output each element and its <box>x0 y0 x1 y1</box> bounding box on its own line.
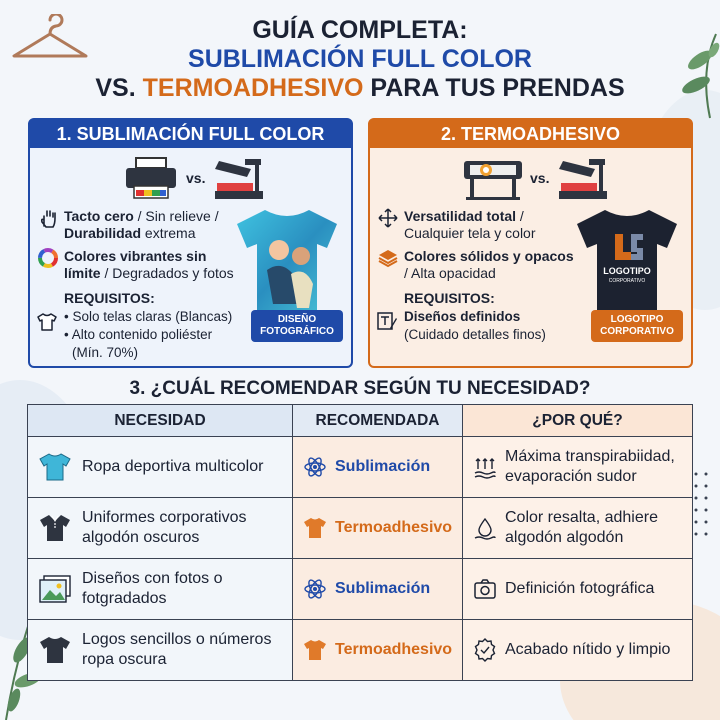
table-row <box>28 620 693 681</box>
title-accent: TERMOADHESIVO <box>142 74 364 102</box>
shirt-logo-text: LOGOTIPO <box>603 266 651 276</box>
feature-colors <box>38 248 238 282</box>
why-text: Acabado nítido y limpio <box>505 641 671 658</box>
quality-badge-icon <box>473 638 497 662</box>
section-title: 3. ¿CUÁL RECOMENDAR SEGÚN TU NECESIDAD? <box>129 378 591 399</box>
requirement-2: • Alto contenido poliéster <box>64 327 213 342</box>
title-line-3 <box>0 74 720 103</box>
feature-bold: Durabilidad <box>64 225 142 241</box>
feature-bold: Tacto cero <box>64 208 134 224</box>
feature-text: / <box>516 208 524 224</box>
heat-transfer-panel <box>368 118 693 368</box>
recommendation-text: Sublimación <box>335 580 431 597</box>
recommendation-text: Termoadhesivo <box>335 641 453 658</box>
logo-tshirt-icon <box>571 204 683 324</box>
feature-bold: Versatilidad total <box>404 208 517 224</box>
shirt-logo-subtext: CORPORATIVO <box>608 278 646 284</box>
photo-icon <box>38 574 72 604</box>
hand-icon <box>38 208 58 228</box>
vinyl-cutter-icon <box>462 155 524 201</box>
table-row <box>28 498 693 559</box>
feature-touch <box>38 208 238 242</box>
vs-label: vs. <box>186 170 206 186</box>
header-why: ¿POR QUÉ? <box>463 405 693 437</box>
why-text: Color resalta, adhiere algodón algodón <box>505 509 658 546</box>
sublimation-panel <box>28 118 353 368</box>
dark-shirt-icon <box>38 635 72 665</box>
recommendation-text: Termoadhesivo <box>335 519 453 536</box>
table-header-row <box>28 405 693 437</box>
atom-icon <box>303 455 327 479</box>
vs-label: vs. <box>530 170 550 186</box>
feature-versatility <box>378 208 578 242</box>
heat-transfer-title: 2. TERMOADHESIVO <box>370 120 691 148</box>
color-wheel-icon <box>38 248 58 268</box>
recommendation-table <box>27 404 693 681</box>
requirement-1: Diseños definidos <box>404 309 521 324</box>
atom-icon <box>303 577 327 601</box>
orange-shirt-icon <box>303 516 327 540</box>
feature-text: / Alta opacidad <box>404 265 496 281</box>
photo-tshirt-icon <box>231 204 343 324</box>
title-prefix: VS. <box>95 74 143 102</box>
heat-press-icon <box>555 155 611 201</box>
feature-text: Cualquier tela y color <box>404 225 536 241</box>
sublimation-machines <box>122 154 267 202</box>
orange-shirt-icon <box>303 638 327 662</box>
breathable-icon <box>473 455 497 479</box>
move-arrows-icon <box>378 208 398 228</box>
feature-bold: Colores vibrantes sin límite <box>64 248 207 281</box>
design-pen-icon <box>376 310 398 332</box>
camera-icon <box>473 577 497 601</box>
sport-shirt-icon <box>38 452 72 482</box>
table-row <box>28 559 693 620</box>
title-suffix: PARA TUS PRENDAS <box>363 74 625 102</box>
need-text: Ropa deportiva multicolor <box>82 458 264 475</box>
feature-text: / Degradados y fotos <box>100 265 234 281</box>
page-title <box>0 16 720 103</box>
polo-shirt-icon <box>38 513 72 543</box>
heat-transfer-machines <box>462 154 611 202</box>
title-line-2: SUBLIMACIÓN FULL COLOR <box>188 45 532 73</box>
shirt-outline-icon <box>36 312 58 332</box>
requirement-2: (Cuidado detalles finos) <box>404 327 546 342</box>
need-text: Diseños con fotos o fotgradados <box>82 570 223 607</box>
need-text: Logos sencillos o números ropa oscura <box>82 631 272 668</box>
drop-icon <box>473 516 497 540</box>
dot-pattern-icon <box>692 470 716 560</box>
sublimation-title: 1. SUBLIMACIÓN FULL COLOR <box>30 120 351 148</box>
requirements-title: REQUISITOS: <box>404 290 495 306</box>
recommendation-text: Sublimación <box>335 458 431 475</box>
feature-text: / Sin relieve / <box>133 208 219 224</box>
layers-icon <box>378 248 398 268</box>
feature-text: extrema <box>141 225 196 241</box>
requirement-3: (Mín. 70%) <box>72 345 139 360</box>
header-need: NECESIDAD <box>28 405 293 437</box>
feature-solid-colors <box>378 248 578 282</box>
table-row <box>28 437 693 498</box>
photo-design-tag: DISEÑO FOTOGRÁFICO <box>251 310 343 342</box>
why-text: Definición fotográfica <box>505 580 655 597</box>
need-text: Uniformes corporativos algodón oscuros <box>82 509 247 546</box>
requirement-1: • Solo telas claras (Blancas) <box>64 309 233 324</box>
title-line-1: GUÍA COMPLETA: <box>252 16 468 44</box>
heat-press-icon <box>211 155 267 201</box>
feature-bold: Colores sólidos y opacos <box>404 248 574 264</box>
printer-icon <box>122 156 180 200</box>
logo-tag: LOGOTIPO CORPORATIVO <box>591 310 683 342</box>
header-recommended: RECOMENDADA <box>293 405 463 437</box>
requirements-title: REQUISITOS: <box>64 290 155 306</box>
why-text: Máxima transpirabiidad, evaporación sudor <box>505 448 675 485</box>
